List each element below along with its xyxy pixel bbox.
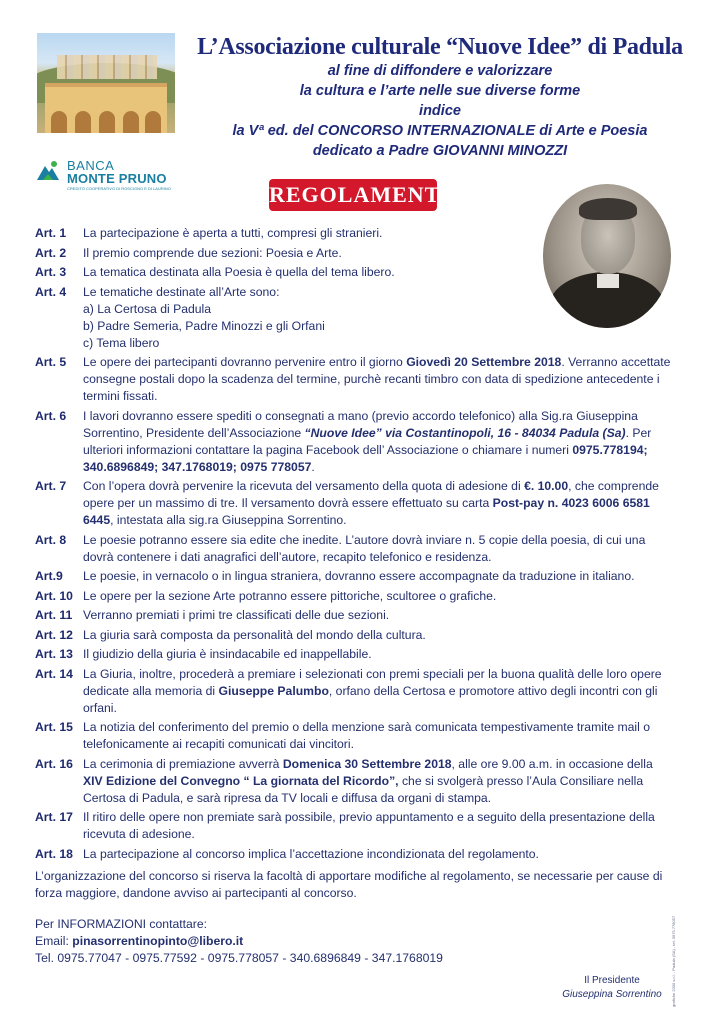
contacts-heading: Per INFORMAZIONI contattare:: [35, 917, 208, 931]
article-text: Le tematiche destinate all’Arte sono:: [83, 284, 280, 299]
bank-subtitle: CREDITO COOPERATIVO DI ROSCIGNO E DI LAURINO: [67, 186, 171, 191]
deadline-date: Giovedì 20 Settembre 2018: [406, 355, 562, 369]
article-7: [35, 478, 675, 529]
article-2: [35, 245, 675, 262]
email-link[interactable]: pinasorrentinopinto@libero.it: [72, 934, 244, 948]
article-6: [35, 408, 675, 476]
article-number: Art. 8: [35, 532, 67, 547]
article-17: [35, 809, 675, 843]
article-text: La Giuria, inoltre, procederà a premiare i selezionati con premi speciali per la buona qualità delle loro opere dedicate alla memoria di Giuseppe Palumbo, orfano della Certosa e promotore attivo degli incontri con gli orfani.: [83, 666, 662, 715]
signature-name: Giuseppina Sorrentino: [562, 989, 662, 1000]
article-text: I lavori dovranno essere spediti o consegnati a mano (previo accordo telefonico) alla Sig.ra Giuseppina Sorrentino, Presidente dell’Associazione “Nuove Idee” via Costantinopoli, 16 - 84034 Padula (Sa). Per ulteriori informazioni contattare la pagina Facebook dell’ Associazione o chiamare i numeri 0975.778194; 340.6896849; 347.1768019; 0975 778057.: [83, 408, 652, 474]
article-number: Art. 6: [35, 408, 67, 423]
header-line-4: la Vª ed. del CONCORSO INTERNAZIONALE di Arte e Poesia: [232, 123, 648, 139]
ceremony-date: Domenica 30 Settembre 2018: [282, 756, 452, 771]
contacts-block: [35, 916, 555, 967]
bank-name-line2: MONTE PRUNO: [67, 171, 167, 186]
article-subitem: a) La Certosa di Padula: [83, 301, 212, 316]
article-10: [35, 588, 675, 605]
article-text: Il premio comprende due sezioni: Poesia e Arte.: [83, 245, 342, 260]
article-number: Art. 16: [35, 756, 73, 771]
article-number: Art. 3: [35, 265, 67, 279]
memorial-name: Giuseppe Palumbo: [218, 683, 329, 698]
article-8: [35, 532, 675, 566]
article-9: [35, 568, 675, 585]
article-number: Art. 10: [35, 588, 73, 603]
article-text: La tematica destinata alla Poesia è quella del tema libero.: [83, 265, 395, 279]
article-4: [35, 284, 675, 352]
town-photo: [37, 33, 175, 133]
article-text: Le poesie, in vernacolo o in lingua straniera, dovranno essere accompagnate da traduzione in italiano.: [83, 569, 635, 583]
article-text: Le opere dei partecipanti dovranno pervenire entro il giorno Giovedì 20 Settembre 2018. Verranno accettate consegne postali dopo la scadenza del termine, purchè recanti timbro con data di spedizione antecedente i termini fissati.: [83, 355, 671, 403]
article-number: Art. 14: [35, 666, 73, 681]
signature-block: [552, 974, 672, 1002]
article-number: Art.9: [35, 569, 63, 583]
article-18: [35, 846, 675, 863]
article-text: Le poesie potranno essere sia edite che inedite. L’autore dovrà inviare n. 5 copie della poesia, di cui una dovrà contenere i dati anagrafici dell’autore, recapito telefonico e residenza.: [83, 532, 646, 564]
article-number: Art. 17: [35, 810, 73, 824]
article-number: Art. 5: [35, 355, 67, 369]
article-text: Con l’opera dovrà pervenire la ricevuta del versamento della quota di adesione di €. 10.00, che comprende opere per un massimo di tre. Il versamento dovrà essere effettuato su carta Post-pay n. 4023 6006 6581 6445, intestata alla sig.ra Giuseppina Sorrentino.: [83, 479, 659, 527]
article-number: Art. 15: [35, 720, 73, 734]
phone-numbers: 0975.778194; 340.6896849; 347.1768019; 0975 778057: [83, 442, 648, 474]
bank-name-line1: BANCA: [67, 158, 115, 173]
article-11: [35, 607, 675, 624]
phones-line: Tel. 0975.77047 - 0975.77592 - 0975.778057 - 340.6896849 - 347.1768019: [35, 951, 443, 965]
printer-credit: grafiche 2000 s.r.l. - Padula (SA) - tel. 0975.778057: [671, 915, 676, 1007]
article-3: [35, 264, 675, 281]
convention-name: XIV Edizione del Convegno “ La giornata del Ricordo”,: [83, 773, 399, 788]
article-number: Art. 12: [35, 627, 73, 642]
article-text: Il ritiro delle opere non premiate sarà possibile, previo appuntamento e a seguito della presentazione della ricevuta di adesione.: [83, 810, 655, 841]
header-line-5: dedicato a Padre GIOVANNI MINOZZI: [312, 143, 568, 159]
article-number: Art. 4: [35, 284, 67, 299]
signature-role: Il Presidente: [584, 975, 640, 986]
article-text: La notizia del conferimento del premio o della menzione sarà comunicata tempestivamente tramite mail o telefonicamente ai recapiti comunicati dai vincitori.: [83, 720, 651, 751]
header-line-2: la cultura e l’arte nelle sue diverse forme: [299, 83, 581, 99]
article-text: Il giudizio della giuria è insindacabile ed inappellabile.: [83, 647, 372, 661]
article-subitem: c) Tema libero: [83, 335, 160, 350]
postpay-card: Post-pay n. 4023 6006 6581 6445: [83, 496, 650, 527]
email-label: Email:: [35, 934, 73, 948]
association-address: “Nuove Idee” via Costantinopoli, 16 - 84034 Padula (Sa): [304, 425, 626, 440]
articles-list: [35, 225, 675, 865]
header-line-3: indice: [419, 103, 461, 119]
article-1: [35, 225, 675, 242]
article-number: Art. 11: [35, 608, 73, 622]
article-5: [35, 354, 675, 405]
fee-amount: €. 10.00: [524, 479, 569, 493]
article-text: La partecipazione è aperta a tutti, compresi gli stranieri.: [83, 226, 383, 240]
article-15: [35, 719, 675, 753]
header: [185, 34, 695, 161]
article-number: Art. 18: [35, 846, 73, 861]
article-13: [35, 646, 675, 663]
article-text: Le opere per la sezione Arte potranno essere pittoriche, scultoree o grafiche.: [83, 588, 497, 603]
article-number: Art. 2: [35, 245, 67, 260]
article-subitem: b) Padre Semeria, Padre Minozzi e gli Orfani: [83, 318, 325, 333]
article-12: [35, 627, 675, 644]
article-number: Art. 13: [35, 647, 73, 661]
article-16: [35, 756, 675, 807]
article-number: Art. 7: [35, 479, 67, 493]
page-title: L’Associazione culturale “Nuove Idee” di Padula: [197, 34, 683, 60]
closing-note: L’organizzazione del concorso si riserva la facoltà di apportare modifiche al regolamento, se necessarie per cause di forza maggiore, dandone avviso ai partecipanti al concorso.: [35, 869, 663, 900]
bank-logo-icon: [35, 158, 61, 184]
article-text: La cerimonia di premiazione avverrà Domenica 30 Settembre 2018, alle ore 9.00 a.m. in occasione della XIV Edizione del Convegno “ La giornata del Ricordo”, che si svolgerà presso l’Aula Consiliare nella Certosa di Padula, e sarà ripresa da TV locali e diffusa da organi di stampa.: [83, 756, 653, 805]
article-14: [35, 666, 675, 717]
header-line-1: al fine di diffondere e valorizzare: [327, 63, 553, 79]
email-line: [35, 933, 555, 950]
article-text: Verranno premiati i primi tre classificati delle due sezioni.: [83, 608, 390, 622]
article-number: Art. 1: [35, 226, 67, 240]
regolamento-badge: REGOLAMENTO: [269, 179, 437, 211]
article-text: La partecipazione al concorso implica l’accettazione incondizionata del regolamento.: [83, 846, 539, 861]
article-text: La giuria sarà composta da personalità del mondo della cultura.: [83, 627, 426, 642]
